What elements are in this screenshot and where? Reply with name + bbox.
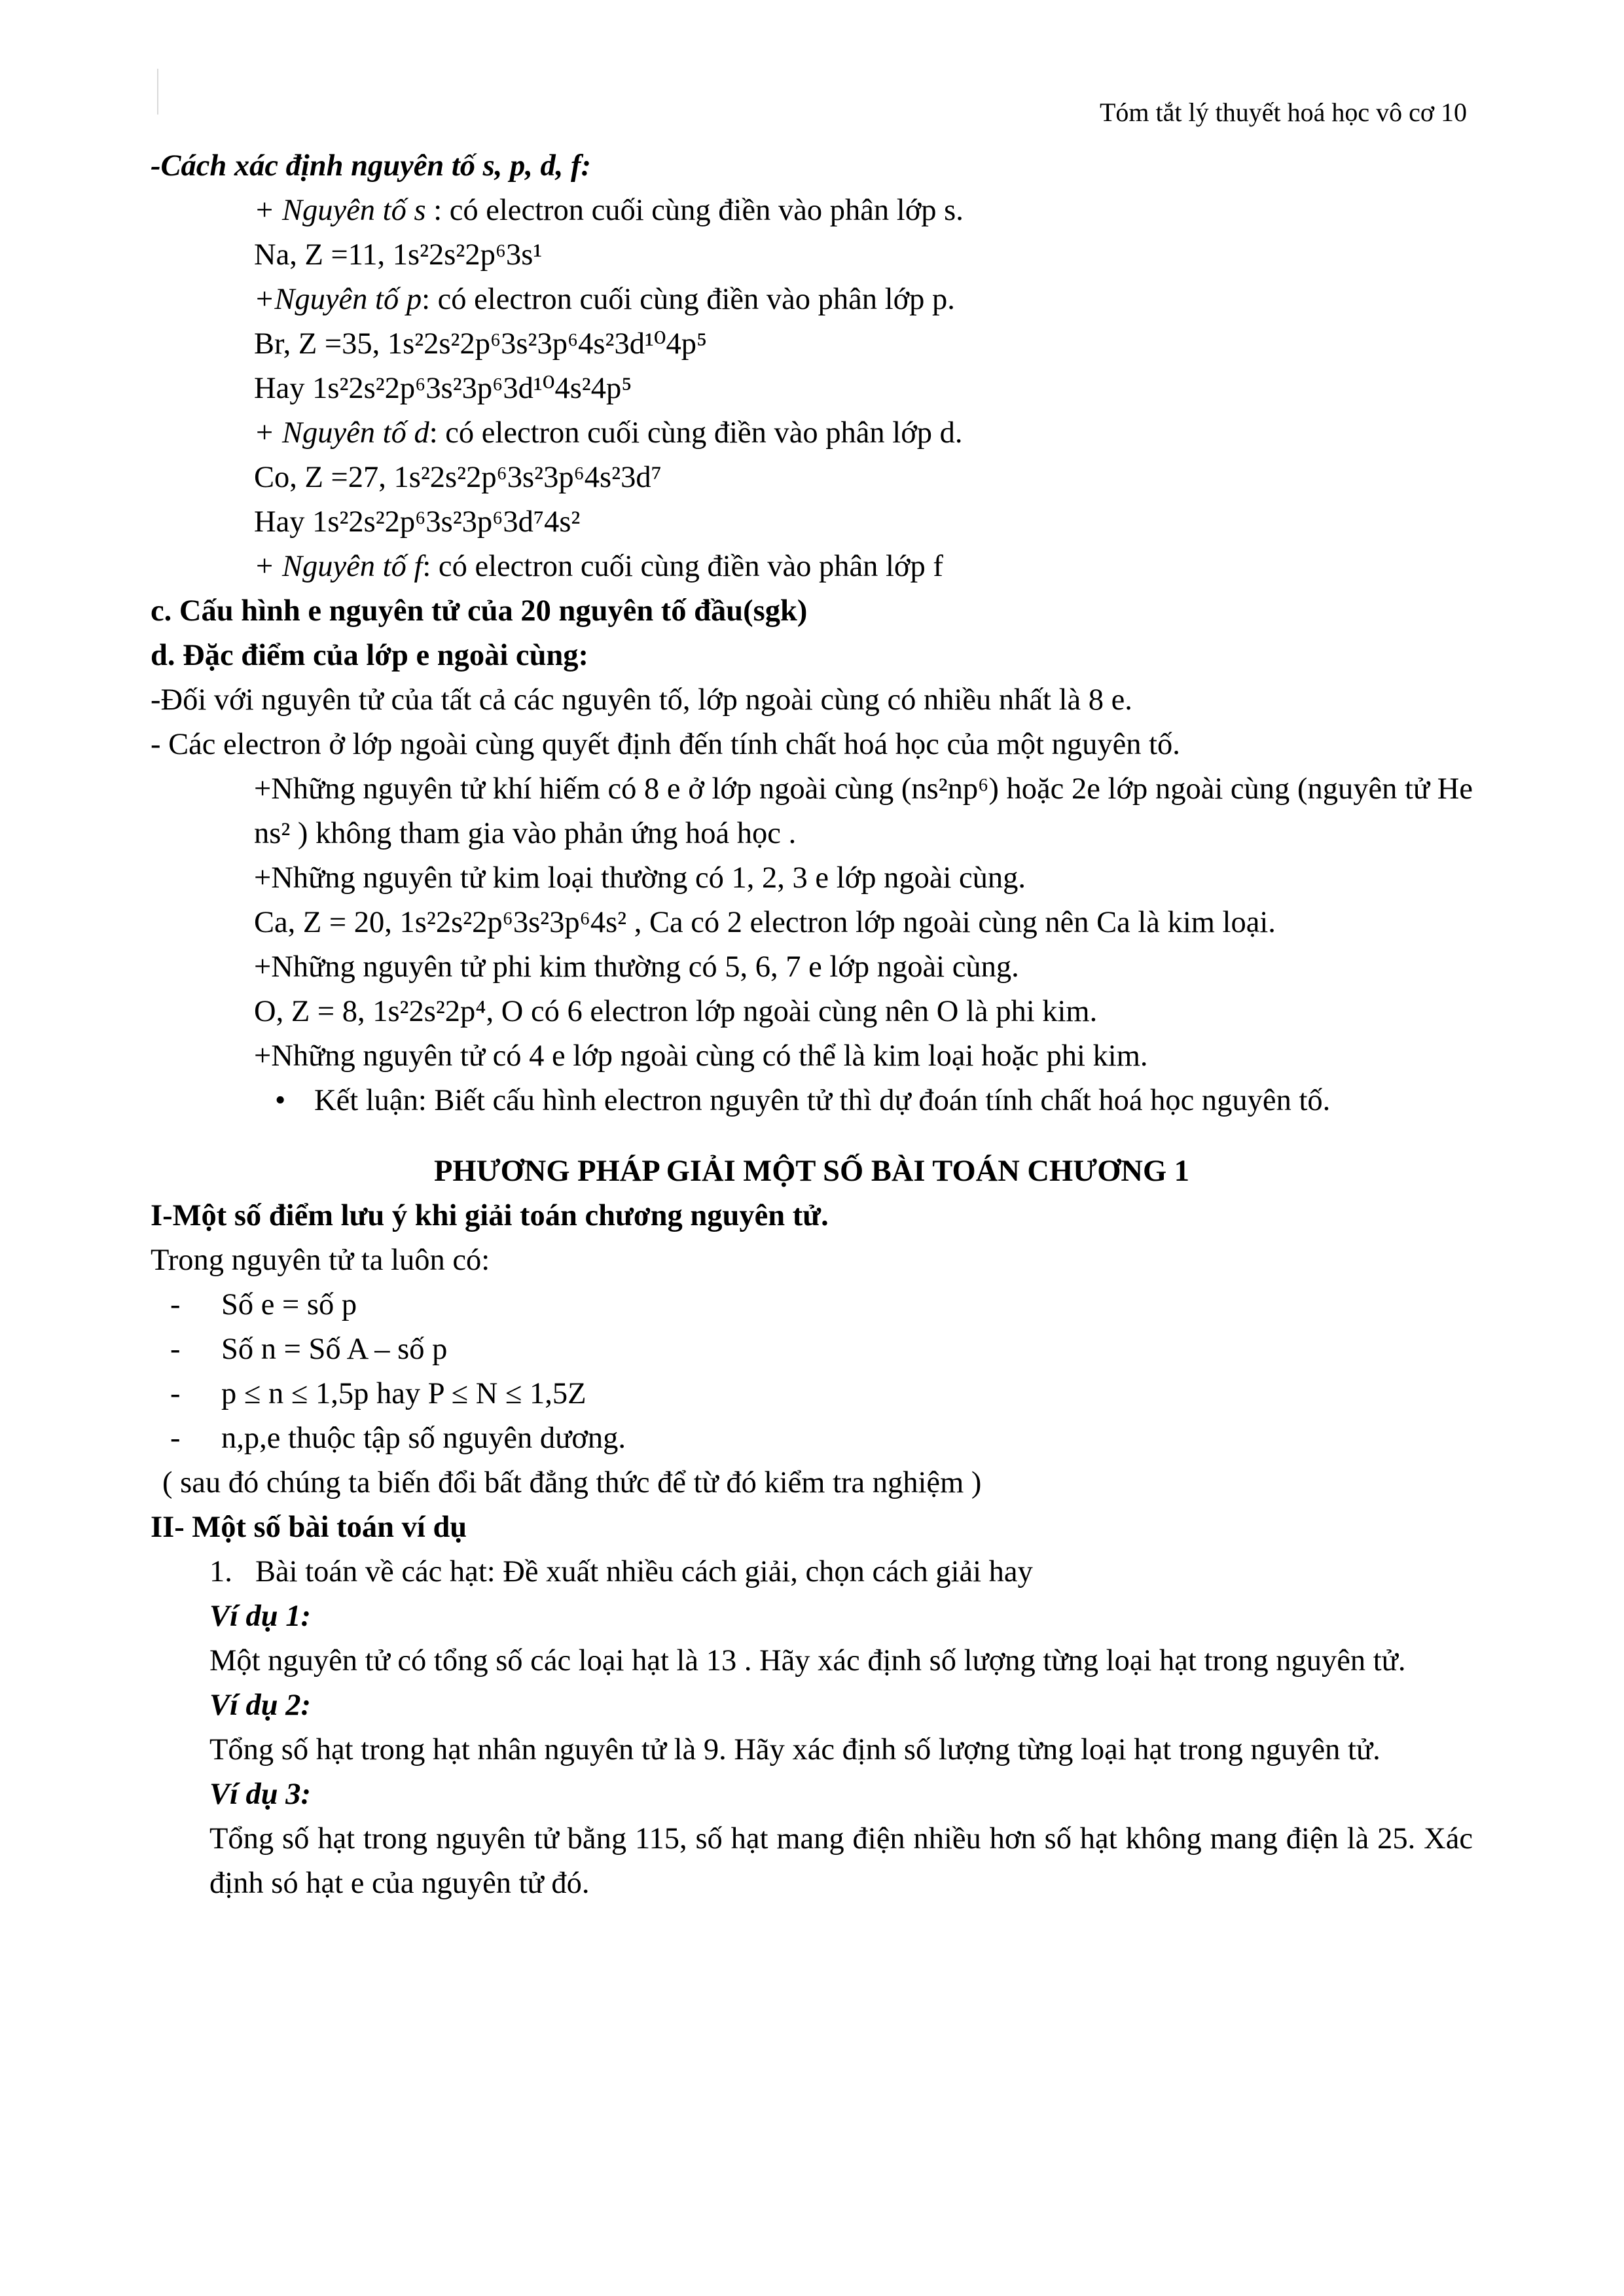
example-3-text: Tổng số hạt trong nguyên tử bằng 115, số hạt mang điện nhiều hơn số hạt không mang điện là 25. Xác định só hạt e của nguyên tử đó.: [209, 1822, 1473, 1900]
list-item: - Số e = số p: [151, 1283, 1473, 1327]
section-c-heading: c. Cấu hình e nguyên tử của 20 nguyên tố đầu(sgk): [151, 594, 808, 628]
page-margin-mark: [157, 69, 158, 115]
s-element-rule: + Nguyên tố s : có electron cuối cùng điền vào phân lớp s.: [254, 194, 964, 227]
conclusion-item: [151, 1079, 1473, 1123]
nonmetal-rule: +Những nguyên tử phi kim thường có 5, 6, 7 e lớp ngoài cùng.: [254, 950, 1019, 984]
dash-icon: -: [170, 1422, 181, 1455]
section-d-paragraph-1: -Đối với nguyên tử của tất cả các nguyên tố, lớp ngoài cùng có nhiều nhất là 8 e.: [151, 683, 1132, 717]
f-element-label: + Nguyên tố f: [254, 550, 423, 583]
p-element-label: +Nguyên tố p: [254, 283, 422, 316]
example-3-label: Ví dụ 3:: [209, 1778, 312, 1811]
document-body: [151, 144, 1473, 1906]
part-1-heading: I-Một số điểm lưu ý khi giải toán chương nguyên tử.: [151, 1199, 829, 1232]
bullet-icon: •: [275, 1084, 286, 1117]
example-2-text: Tổng số hạt trong hạt nhân nguyên tử là 9. Hãy xác định số lượng từng loại hạt trong nguyên tử.: [209, 1733, 1380, 1767]
nonmetal-example: O, Z = 8, 1s²2s²2p⁴, O có 6 electron lớp ngoài cùng nên O là phi kim.: [254, 995, 1098, 1028]
s-element-example: Na, Z =11, 1s²2s²2p⁶3s¹: [254, 238, 543, 272]
dash-icon: -: [170, 1333, 181, 1366]
section-d-paragraph-2: - Các electron ở lớp ngoài cùng quyết định đến tính chất hoá học của một nguyên tố.: [151, 728, 1180, 761]
p-element-rule: +Nguyên tố p: có electron cuối cùng điền vào phân lớp p.: [254, 283, 955, 316]
section-d-heading: d. Đặc điểm của lớp e ngoài cùng:: [151, 639, 589, 672]
conclusion-text: Kết luận: Biết cấu hình electron nguyên tử thì dự đoán tính chất hoá học nguyên tố.: [314, 1084, 1331, 1117]
part-1-note: ( sau đó chúng ta biến đổi bất đẳng thức để từ đó kiểm tra nghiệm ): [162, 1466, 982, 1499]
running-header: Tóm tắt lý thuyết hoá học vô cơ 10: [1099, 98, 1467, 127]
numbered-item: 1. Bài toán về các hạt: Đề xuất nhiều cách giải, chọn cách giải hay: [151, 1550, 1473, 1594]
noble-gas-rule: +Những nguyên tử khí hiếm có 8 e ở lớp ngoài cùng (ns²np⁶) hoặc 2e lớp ngoài cùng (nguyên tử He ns² ) không tham gia vào phản ứng hoá học .: [254, 772, 1473, 850]
metal-example: Ca, Z = 20, 1s²2s²2p⁶3s²3p⁶4s² , Ca có 2 electron lớp ngoài cùng nên Ca là kim loại.: [254, 906, 1276, 939]
f-element-rule: + Nguyên tố f: có electron cuối cùng điền vào phân lớp f: [254, 550, 943, 583]
example-1-label: Ví dụ 1:: [209, 1600, 312, 1633]
p-element-example-2: Hay 1s²2s²2p⁶3s²3p⁶3d¹⁰4s²4p⁵: [254, 372, 632, 405]
list-item: - p ≤ n ≤ 1,5p hay P ≤ N ≤ 1,5Z: [151, 1372, 1473, 1416]
p-element-example-1: Br, Z =35, 1s²2s²2p⁶3s²3p⁶4s²3d¹⁰4p⁵: [254, 327, 708, 361]
list-item: - n,p,e thuộc tập số nguyên dương.: [151, 1416, 1473, 1461]
metal-rule: +Những nguyên tử kim loại thường có 1, 2, 3 e lớp ngoài cùng.: [254, 861, 1026, 895]
part-2-heading: II- Một số bài toán ví dụ: [151, 1511, 467, 1544]
d-element-example-2: Hay 1s²2s²2p⁶3s²3p⁶3d⁷4s²: [254, 505, 581, 539]
item-number: 1.: [209, 1555, 232, 1588]
example-1-text: Một nguyên tử có tổng số các loại hạt là 13 . Hãy xác định số lượng từng loại hạt trong nguyên tử.: [209, 1644, 1406, 1677]
methods-title: PHƯƠNG PHÁP GIẢI MỘT SỐ BÀI TOÁN CHƯƠNG 1: [434, 1155, 1189, 1188]
d-element-rule: + Nguyên tố d: có electron cuối cùng điền vào phân lớp d.: [254, 416, 963, 450]
d-element-label: + Nguyên tố d: [254, 416, 429, 450]
dash-icon: -: [170, 1377, 181, 1410]
list-item: - Số n = Số A – số p: [151, 1327, 1473, 1372]
dash-icon: -: [170, 1288, 181, 1321]
example-2-label: Ví dụ 2:: [209, 1689, 312, 1722]
spdf-heading: -Cách xác định nguyên tố s, p, d, f:: [151, 149, 592, 183]
s-element-label: + Nguyên tố s: [254, 194, 426, 227]
part-1-intro: Trong nguyên tử ta luôn có:: [151, 1244, 490, 1277]
d-element-example-1: Co, Z =27, 1s²2s²2p⁶3s²3p⁶4s²3d⁷: [254, 461, 662, 494]
four-electron-rule: +Những nguyên tử có 4 e lớp ngoài cùng có thể là kim loại hoặc phi kim.: [254, 1039, 1148, 1073]
